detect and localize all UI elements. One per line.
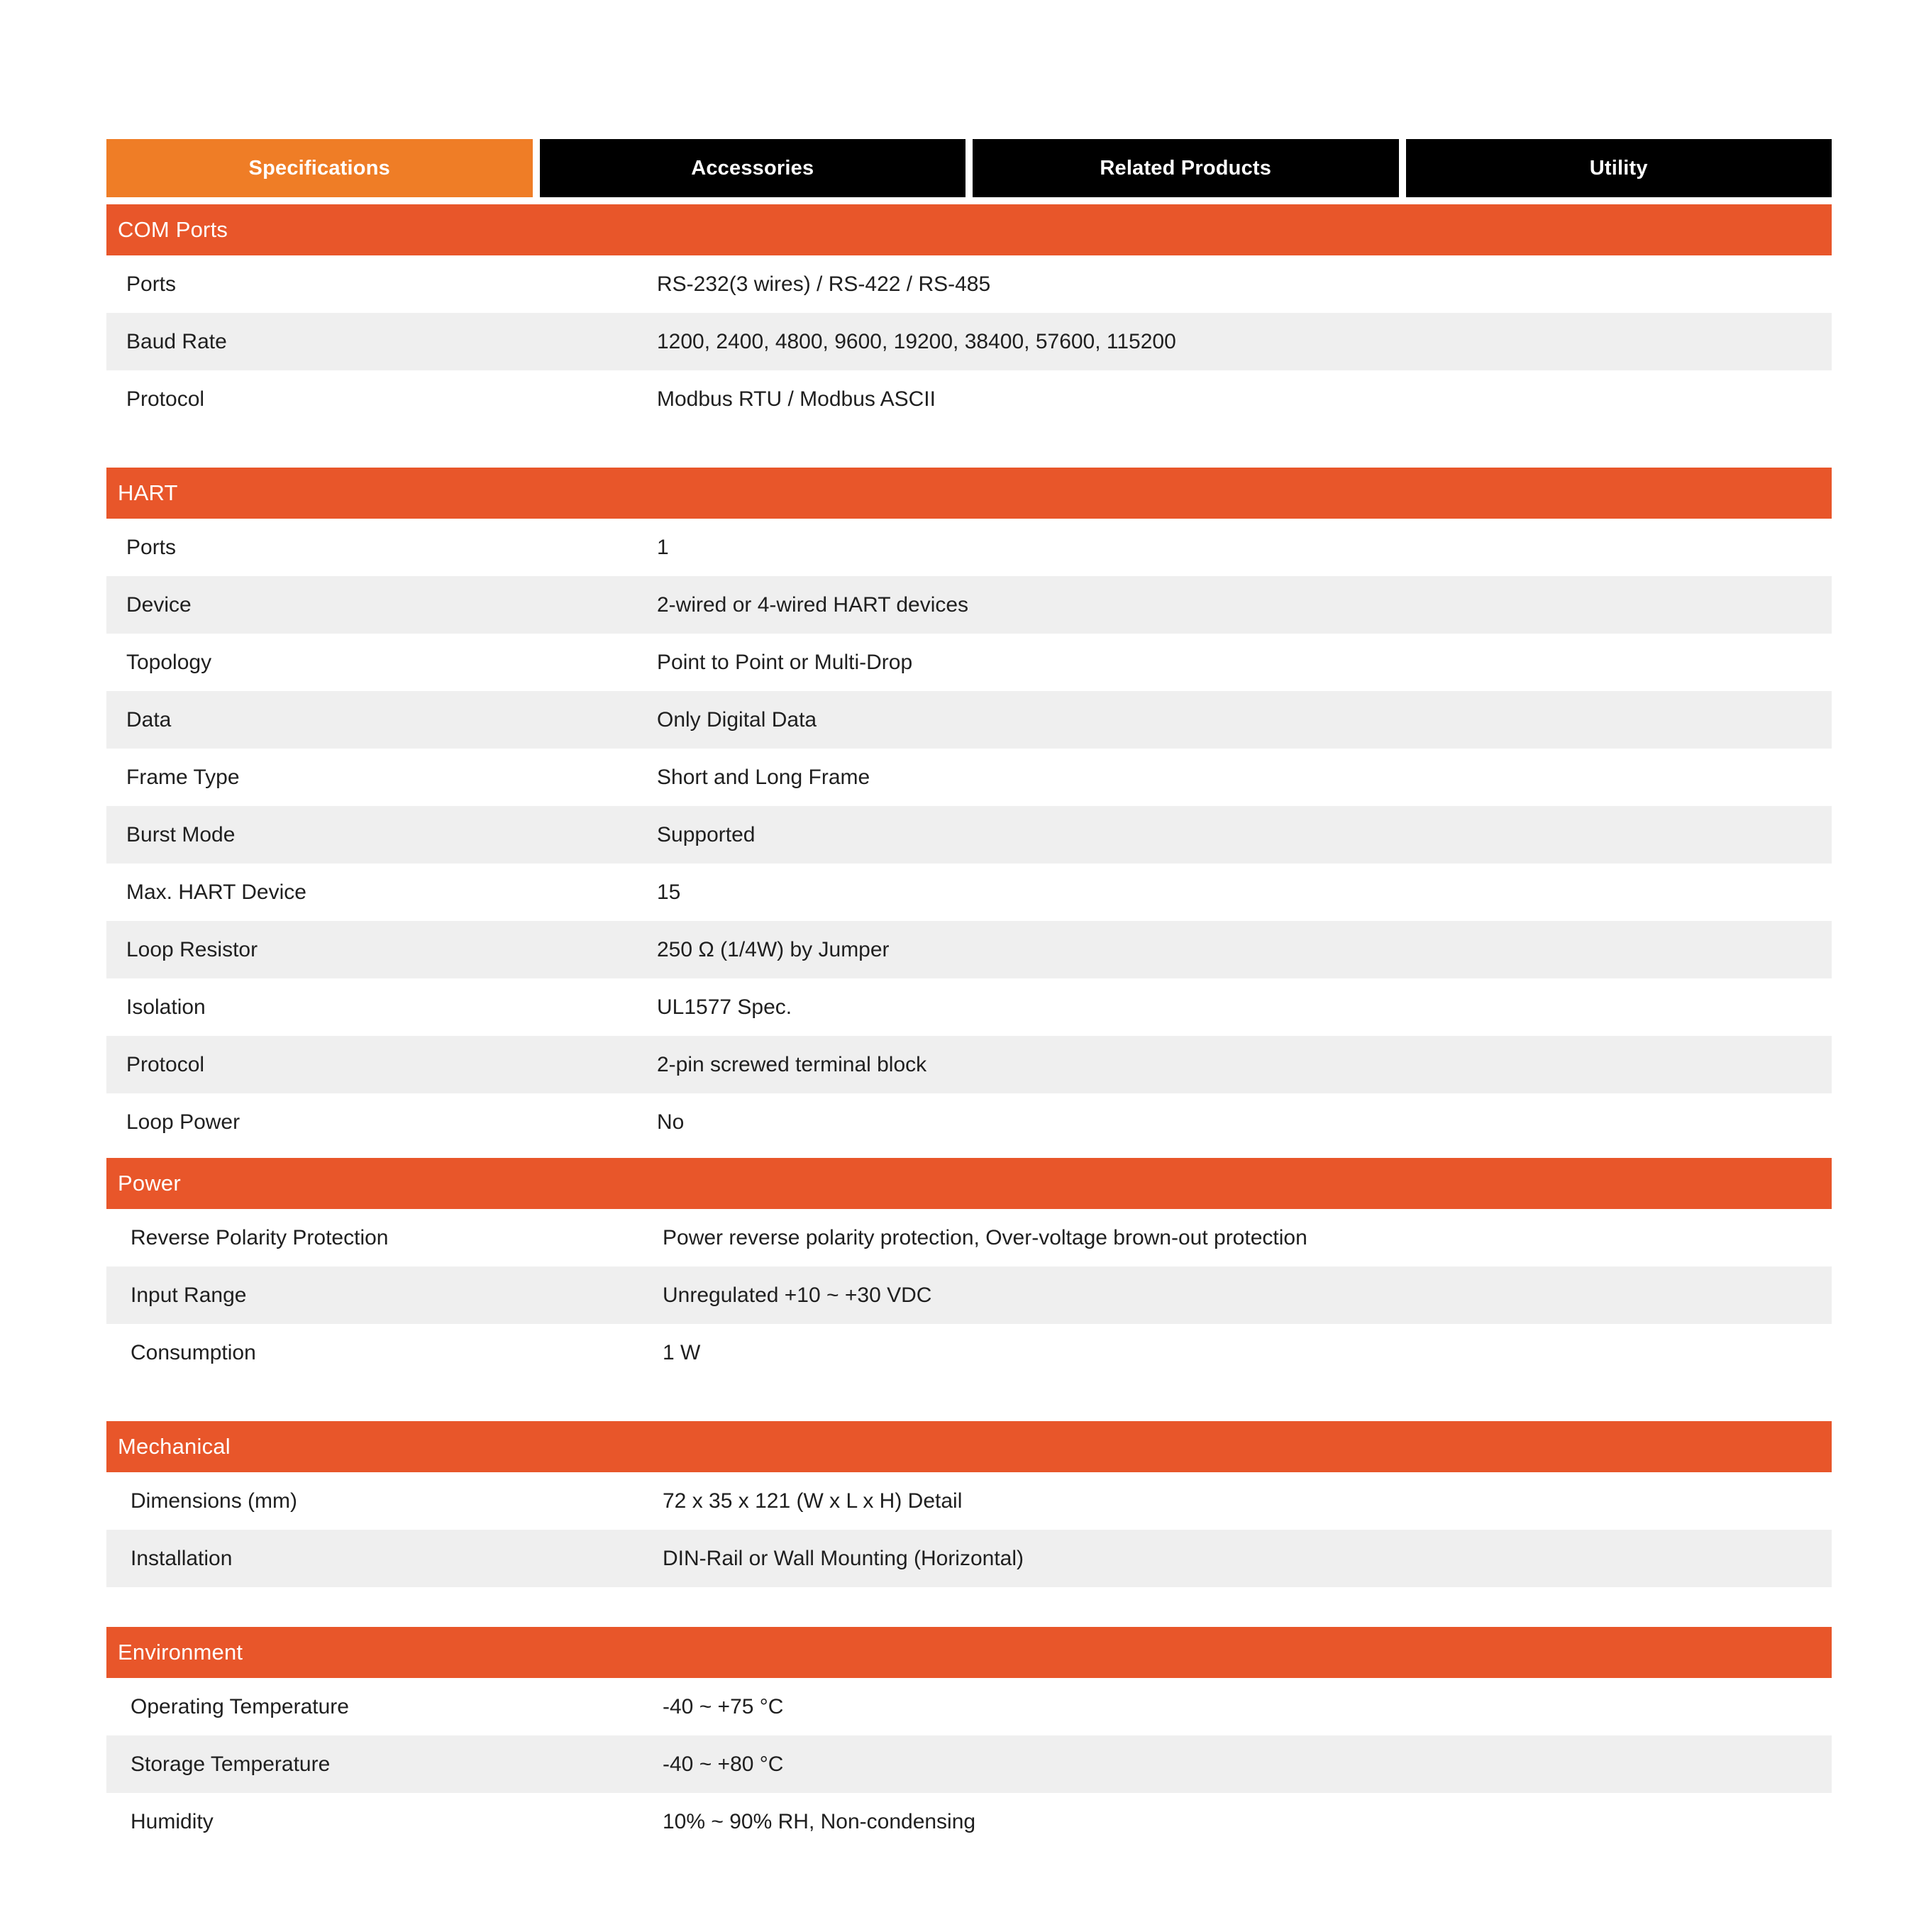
section-header-environment: Environment [106,1627,1832,1678]
spec-value: UL1577 Spec. [657,995,792,1019]
spec-label: Protocol [126,387,205,411]
table-row [106,1472,1832,1530]
bottom-spacer [106,1850,1832,1872]
spec-label: Ports [126,272,177,296]
table-row [106,691,1832,749]
spec-value: No [657,1110,685,1134]
spec-label: Frame Type [126,765,240,789]
spec-label: Max. HART Device [126,880,306,904]
spec-value: -40 ~ +80 °C [663,1752,784,1776]
tab-utility[interactable]: Utility [1406,139,1832,197]
section-header-power: Power [106,1158,1832,1209]
spec-value: -40 ~ +75 °C [663,1694,784,1718]
table-row [106,634,1832,691]
table-row [106,978,1832,1036]
section-header-mechanical: Mechanical [106,1421,1832,1472]
table-row [106,1093,1832,1151]
spec-label: Data [126,707,172,732]
spec-value: 1200, 2400, 4800, 9600, 19200, 38400, 57600, 115200 [657,329,1176,353]
spec-label: Input Range [131,1283,247,1307]
spec-value: 250 Ω (1/4W) by Jumper [657,937,890,961]
table-row [106,1266,1832,1324]
spec-table [106,1472,1832,1587]
table-row [106,1036,1832,1093]
spec-value: Modbus RTU / Modbus ASCII [657,387,936,411]
spec-value: Unregulated +10 ~ +30 VDC [663,1283,932,1307]
spec-table [106,519,1832,1151]
table-row [106,1678,1832,1735]
spec-label: Topology [126,650,212,674]
spec-label: Protocol [126,1052,205,1076]
table-row [106,921,1832,978]
spec-label: Isolation [126,995,206,1019]
spec-value: Only Digital Data [657,707,817,732]
table-row [106,806,1832,863]
spec-value: RS-232(3 wires) / RS-422 / RS-485 [657,272,991,296]
tab-bar [106,139,1832,197]
spec-label: Operating Temperature [131,1694,349,1718]
spec-sections [106,197,1832,1872]
spec-table [106,1678,1832,1850]
table-row [106,1793,1832,1850]
section-header-com-ports: COM Ports [106,204,1832,255]
spec-label: Burst Mode [126,822,236,846]
spec-value: 10% ~ 90% RH, Non-condensing [663,1809,976,1833]
section-spacer [106,1608,1832,1627]
spec-value: Point to Point or Multi-Drop [657,650,913,674]
table-row [106,749,1832,806]
spec-label: Device [126,592,192,617]
spec-content [106,139,1832,1872]
table-row [106,1530,1832,1587]
spec-label: Installation [131,1546,233,1570]
tab-accessories[interactable]: Accessories [540,139,966,197]
section-spacer [106,449,1832,468]
table-row [106,370,1832,428]
spec-label: Reverse Polarity Protection [131,1225,389,1249]
table-row [106,313,1832,370]
spec-label: Ports [126,535,177,559]
table-row [106,519,1832,576]
spec-label: Storage Temperature [131,1752,331,1776]
tab-related-products[interactable]: Related Products [973,139,1399,197]
tab-specifications[interactable]: Specifications [106,139,533,197]
spec-table [106,255,1832,428]
spec-label: Baud Rate [126,329,227,353]
spec-value: Short and Long Frame [657,765,870,789]
spec-label: Consumption [131,1340,256,1364]
table-row [106,863,1832,921]
row-spacer [106,1381,1832,1403]
row-spacer [106,1587,1832,1608]
section-spacer [106,1403,1832,1421]
table-row [106,576,1832,634]
table-row [106,1324,1832,1381]
section-spacer [106,197,1832,204]
spec-value: 72 x 35 x 121 (W x L x H) Detail [663,1489,963,1513]
spec-value: 2-wired or 4-wired HART devices [657,592,969,617]
spec-value: Supported [657,822,756,846]
spec-label: Humidity [131,1809,214,1833]
section-spacer [106,1151,1832,1158]
spec-value: 15 [657,880,681,904]
spec-value: 1 [657,535,669,559]
spec-table [106,1209,1832,1381]
row-spacer [106,428,1832,449]
spec-value: Power reverse polarity protection, Over-voltage brown-out protection [663,1225,1307,1249]
spec-value: 2-pin screwed terminal block [657,1052,927,1076]
spec-label: Dimensions (mm) [131,1489,298,1513]
spec-label: Loop Power [126,1110,240,1134]
spec-value: 1 W [663,1340,701,1364]
spec-label: Loop Resistor [126,937,258,961]
table-row [106,1209,1832,1266]
section-header-hart: HART [106,468,1832,519]
table-row [106,255,1832,313]
spec-value: DIN-Rail or Wall Mounting (Horizontal) [663,1546,1024,1570]
table-row [106,1735,1832,1793]
